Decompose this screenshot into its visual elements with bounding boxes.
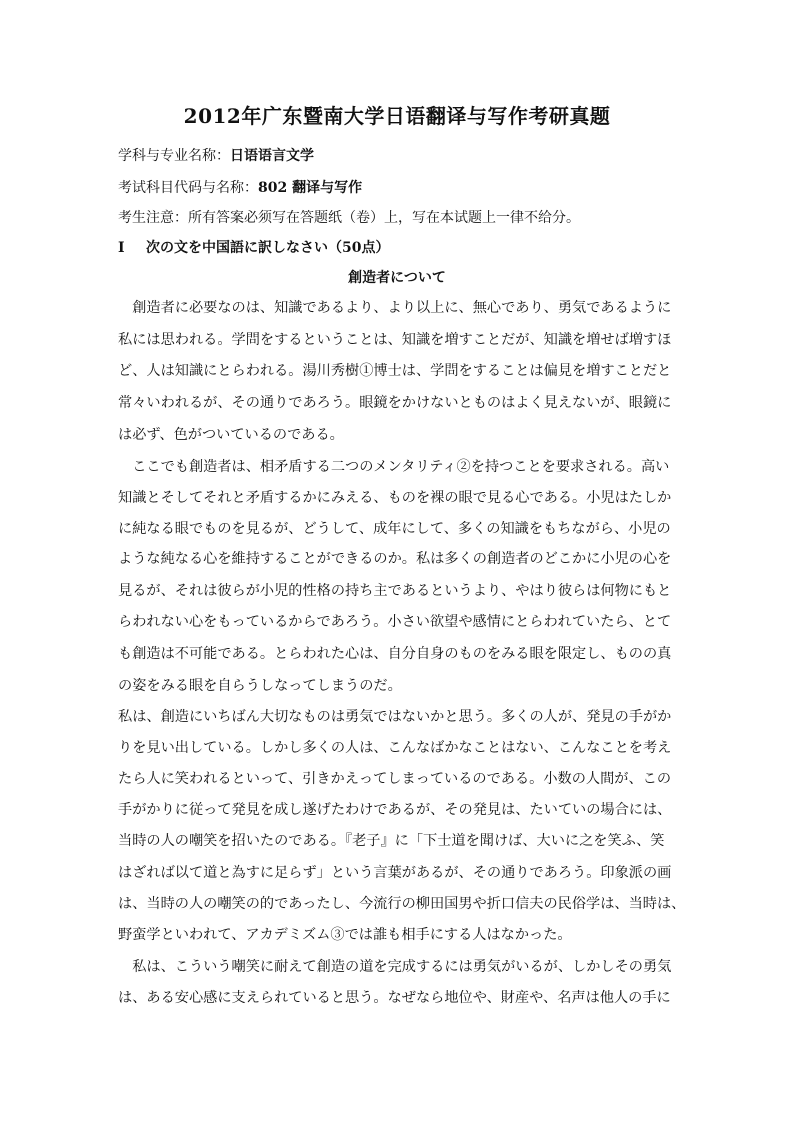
candidate-notice: 考生注意：所有答案必须写在答题纸（卷）上，写在本试题上一律不给分。	[118, 210, 580, 226]
passage-line: ここでも創造者は、相矛盾する二つのメンタリティ②を持つことを要求される。高い	[118, 459, 670, 475]
passage-line: 当時の人の嘲笑を招いたのである。『老子』に「下士道を聞けば、大いに之を笑ふ、笑	[118, 833, 665, 849]
passage-line: らわれない心をもっているからであろう。小さい欲望や感情にとらわれていたら、とて	[118, 614, 672, 630]
exam-code-value: 802 翻译与写作	[258, 180, 363, 196]
subject-line	[118, 146, 314, 166]
passage-line: 知識とそしてそれと矛盾するかにみえる、ものを裸の眼で見る心である。小児はたしか	[118, 490, 672, 506]
passage-line: 創造者に必要なのは、知識であるより、より以上に、無心であり、勇気であるように	[118, 300, 672, 316]
passage-title: 創造者について	[348, 270, 446, 286]
passage-line: ような純なる心を維持することができるのか。私は多くの創造者のどこかに小児の心を	[118, 551, 672, 567]
passage-line: 常々いわれるが、その通りであろう。眼鏡をかけないとものはよく見えないが、眼鏡に	[118, 395, 672, 411]
passage-line: 私は、創造にいちばん大切なものは勇気ではないかと思う。多くの人が、発見の手がか	[118, 709, 672, 725]
page-title: 2012年广东暨南大学日语翻译与写作考研真题	[183, 104, 611, 128]
passage-line: たら人に笑われるといって、引きかえってしまっているのである。小数の人間が、この	[118, 771, 672, 787]
passage-line: 野蛮学といわれて、アカデミズム③では誰も相手にする人はなかった。	[118, 927, 572, 943]
passage-line: に純なる眼でものを見るが、どうして、成年にして、多くの知識をもちながら、小児の	[118, 521, 671, 537]
passage-line: は、ある安心感に支えられていると思う。なぜなら地位や、財産や、名声は他人の手に	[118, 990, 671, 1006]
question-number: Ⅰ	[118, 240, 125, 256]
exam-code-label: 考试科目代码与名称：	[118, 180, 258, 196]
passage-line: りを見い出している。しかし多くの人は、こんなばかなことはない、こんなことを考え	[118, 740, 672, 756]
passage-line: 手がかりに従って発見を成し遂げたわけであるが、その発見は、たいていの場合には、	[118, 802, 672, 818]
passage-line: ど、人は知識にとらわれる。湯川秀樹①博士は、学問をすることは偏見を増すことだと	[118, 363, 672, 379]
passage-line: 見るが、それは彼らが小児的性格の持ち主であるというより、やはり彼らは何物にもと	[118, 583, 672, 599]
passage-line: は、当時の人の嘲笑の的であったし、今流行の柳田国男や折口信夫の民俗学は、当時は、	[118, 896, 686, 912]
passage-line: 私には思われる。学問をするということは、知識を増すことだが、知識を増せば増すほ	[118, 332, 672, 348]
passage-line: も創造は不可能である。とらわれた心は、自分自身のものをみる眼を限定し、ものの真	[118, 646, 672, 662]
subject-value: 日语语言文学	[230, 148, 314, 164]
subject-label: 学科与专业名称：	[118, 148, 230, 164]
passage-line: の姿をみる眼を自らうしなってしまうのだ。	[118, 678, 402, 694]
passage-line: はざれば以て道と為すに足らず」という言葉があるが、その通りであろう。印象派の画	[118, 865, 672, 881]
exam-code-line	[118, 178, 362, 198]
question-instruction: 次の文を中国語に訳しなさい（50点）	[146, 240, 390, 256]
passage-line: 私は、こういう嘲笑に耐えて創造の道を完成するには勇気がいるが、しかしその勇気	[118, 959, 672, 975]
passage-line: は必ず、色がついているのである。	[118, 427, 344, 443]
question-heading	[118, 238, 389, 258]
